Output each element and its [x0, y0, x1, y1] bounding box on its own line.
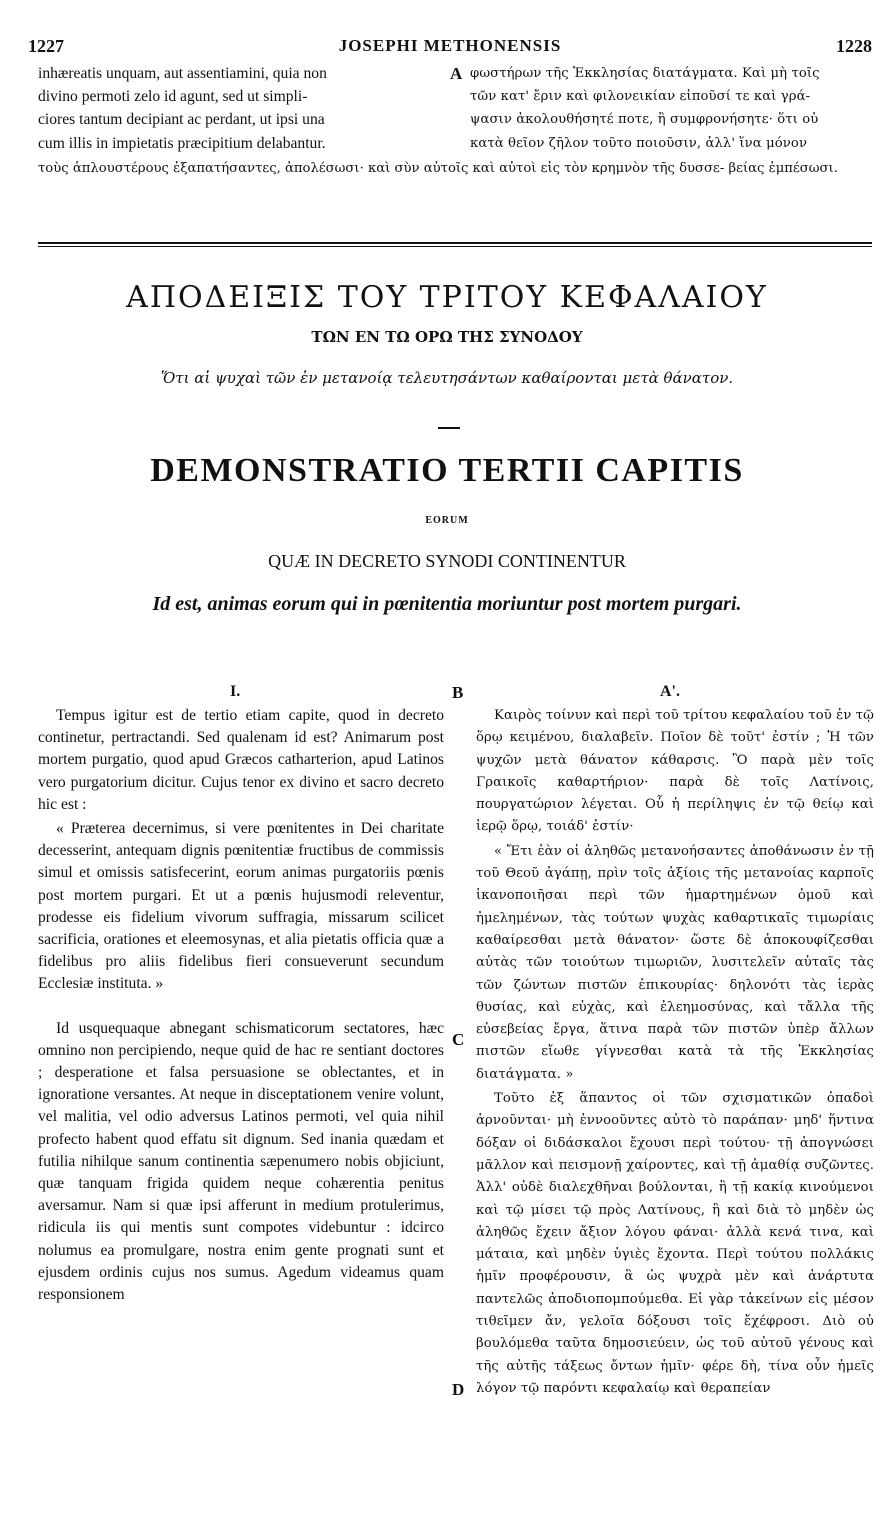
- margin-mark-d: D: [452, 1380, 465, 1399]
- margin-mark-b: B: [452, 683, 464, 702]
- right-page-number: 1228: [836, 36, 872, 56]
- latin-eorum: EORUM: [425, 515, 469, 526]
- greek-title: ΑΠΟΔΕΙΞΙΣ ΤΟΥ ΤΡΙΤΟΥ ΚΕΦΑΛΑΙΟΥ: [126, 280, 768, 315]
- left-page-number: 1227: [28, 36, 64, 56]
- greek-column: [476, 705, 874, 1400]
- greek-decree-quote: « Ἔτι ἐὰν οἱ ἀληθῶς μετανοήσαντες ἀποθάνωσιν ἐν τῇ τοῦ Θεοῦ ἀγάπῃ, πρὶν τοῖς ἀξίοις τῆς μετανοίας καρποῖς ἱκανοποιῆσαι περὶ τῶν ἡμαρτημένων ὁμοῦ καὶ ἠμελημένων, τὰς τούτων ψυχὰς καθαρτικαῖς τιμωρίαις καθαίρεσθαι μετὰ θάνατον· ὥστε δὲ ἀποκουφίζεσθαι αὐτὰς τῶν τοιούτων τιμωριῶν, λυσιτελεῖν αὐταῖς τὰς τῶν ζώντων πιστῶν ἐπικουρίας· δηλονότι τὰς ἱερὰς θυσίας, καὶ εὐχὰς, καὶ ἐλεημοσύνας, καὶ τἄλλα τῆς εὐσεβείας ἔργα, ἅτινα παρὰ τῶν πιστῶν ὑπὲρ ἄλλων πιστῶν εἴωθε γίγνεσθαι κατὰ τὰ τῆς Ἐκκλησίας διατάγματα. »: [476, 843, 874, 1082]
- section-rule: [38, 242, 872, 244]
- top-latin-continuation: [38, 62, 442, 155]
- latin-paragraph: Id usquequaque abnegant schismaticorum sectatores, hæc omnino non percipiendo, neque quid de hac re sentiant doctores ; desperatione et falsa persuasione se oblectantes, et in ignoratione versantes. At neque in disceptationem venire volunt, vel malitia, vel odio adversus Latinos permoti, vel quia nihil profecto habent quod effatu sit dignum. Sed inania quædam et futilia nihilque sanum continentia sæpenumero nobis objiciunt, quæ tanquam frigida quidem neque cohærentia penitus aversamur. Nam si quæ ipsi afferunt in medium protulerimus, ridicula iis qui mentis sunt compotes videbuntur : idcirco nolumus ea promulgare, nostra enim gente prognati sunt et ejusdem ordinis cujus nos sumus. Agedum videamus quam responsionem: [38, 1019, 444, 1304]
- latin-paragraph: Tempus igitur est de tertio etiam capite, quod in decreto continetur, pertractandi. Sed qualenam id est? Animarum post mortem purgatio, quod apud Græcos catharterion, apud Latinos vero purgatorium dicitur. Cujus tenor ex divino et sacro decreto hic est :: [38, 707, 444, 813]
- greek-paragraph: Τοῦτο ἐξ ἅπαντος οἱ τῶν σχισματικῶν ὀπαδοὶ ἀρνοῦνται· μὴ ἐννοοῦντες αὐτὸ τὸ παράπαν· μηδ' ἥντινα δόξαν οἱ διδάσκαλοι ἔχουσι περὶ τούτου· τῇ ἀπογνώσει μᾶλλον καὶ πεισμονῇ χαίροντες, καὶ τῇ ἀμαθίᾳ συζῶντες. Ἀλλ' οὐδὲ διαλεχθῆναι βούλονται, ἢ τῇ κακίᾳ κινούμενοι καὶ τῷ μίσει τῷ πρὸς Λατίνους, ἢ καὶ διὰ τὸ μηδὲν ὡς ἀληθῶς ἔχειν ἄξιον λόγου φάναι· ἀλλὰ κενά τινα, καὶ μάταια, καὶ μηδὲν ὑγιὲς ἔχοντα. Περὶ τούτου πολλάκις ἡμῖν προφέρουσιν, ἃ ὡς ψυχρὰ μὲν καὶ ἀνάρτυτα παντελῶς ἀποδιοπομπούμεθα. Εἰ γὰρ τἀκείνων εἰς μέσον τιθεῖμεν ἄν, γελοῖα δόξουσι τοῖς ἔχέφροσι. Διὸ οὐ βουλόμεθα ταῦτα δημοσιεύειν, ὡς τοῦ αὐτοῦ γένους καὶ τῆς αὐτῆς τάξεως ὄντων ἡμῖν· φέρε δὴ, τίνα οὖν ἡμεῖς λόγον τῷ παρόντι κεφαλαίῳ καὶ θεραπείαν: [476, 1091, 874, 1396]
- latin-line: cum illis in impietatis præcipitium delabantur.: [38, 134, 326, 152]
- margin-mark-c: C: [452, 1030, 465, 1049]
- greek-section-number: Α'.: [660, 683, 680, 700]
- latin-subtitle: QUÆ IN DECRETO SYNODI CONTINENTUR: [268, 551, 626, 571]
- latin-title: DEMONSTRATIO TERTII CAPITIS: [150, 452, 744, 489]
- latin-italic-heading: Id est, animas eorum qui in pœnitentia moriuntur post mortem purgari.: [152, 593, 742, 615]
- greek-line: τῶν κατ' ἔριν καὶ φιλονεικίαν εἰποῦσί τε καὶ γρά-: [470, 89, 811, 105]
- latin-line: ciores tantum decipiant ac perdant, ut ipsi una: [38, 111, 325, 129]
- top-greek-continuation: [470, 62, 874, 155]
- greek-line: κατὰ θεῖον ζῆλον τοῦτο ποιοῦσιν, ἀλλ' ἵνα μόνον: [470, 135, 808, 151]
- greek-italic-heading: Ὅτι αἱ ψυχαὶ τῶν ἐν μετανοίᾳ τελευτησάντων καθαίρονται μετὰ θάνατον.: [160, 369, 734, 387]
- latin-line: inhæreatis unquam, aut assentiamini, quia non: [38, 65, 327, 82]
- greek-subtitle: ΤΩΝ ΕΝ ΤΩ ΟΡΩ ΤΗΣ ΣΥΝΟΔΟΥ: [311, 328, 583, 346]
- page-header: [28, 36, 872, 60]
- latin-line: divino permoti zelo id agunt, sed ut simpli-: [38, 88, 308, 106]
- top-greek-fullwidth: τοὺς ἁπλουστέρους ἐξαπατήσαντες, ἀπολέσωσι· καὶ σὺν αὐτοῖς καὶ αὐτοὶ εἰς τὸν κρημνὸν τῆς δυσσε- βείας ἐμπέσωσι.: [38, 161, 838, 176]
- latin-column: [38, 705, 444, 1306]
- title-divider: [438, 427, 460, 429]
- greek-line: φωστήρων τῆς Ἐκκλησίας διατάγματα. Καὶ μὴ τοῖς: [470, 66, 820, 81]
- latin-decree-quote: « Præterea decernimus, si vere pœnitentes in Dei charitate decesserint, antequam dignis pœnitentiæ fructibus de commissis simul et omissis satisfecerint, eorum animas purgatoriis pœnis post mortem purgari. Et ut a pœnis hujusmodi releventur, prodesse eis fidelium vivorum suffragia, missarum scilicet sacrificia, orationes et eleemosynas, et alia pietatis officia quæ a fidelibus pro aliis fidelibus fieri consueverunt secundum Ecclesiæ instituta. »: [38, 820, 444, 993]
- greek-line: ψασιν ἀκολουθήσητέ ποτε, ἢ συμφρονήσητε· ὅτι οὐ: [470, 112, 819, 128]
- margin-mark-a: A: [450, 64, 463, 83]
- running-title: JOSEPHI METHONENSIS: [338, 36, 562, 55]
- section-rule-thin: [38, 246, 872, 247]
- greek-paragraph: Καιρὸς τοίνυν καὶ περὶ τοῦ τρίτου κεφαλαίου τοῦ ἐν τῷ ὅρῳ κειμένου, διαλαβεῖν. Ποῖον δὲ τοῦτ' ἐστίν ; Ἡ τῶν ψυχῶν μετὰ θάνατον κάθαρσις. Ὃ παρὰ μὲν τοῖς Γραικοῖς καθαρτήριον· παρὰ δὲ τοῖς Λατίνοις, πουργατώριον λέγεται. Οὗ ἡ περίληψις ἐν τῷ θείῳ καὶ ἱερῷ ὅρῳ, τοιάδ' ἐστίν·: [476, 708, 874, 835]
- latin-section-number: I.: [230, 683, 241, 700]
